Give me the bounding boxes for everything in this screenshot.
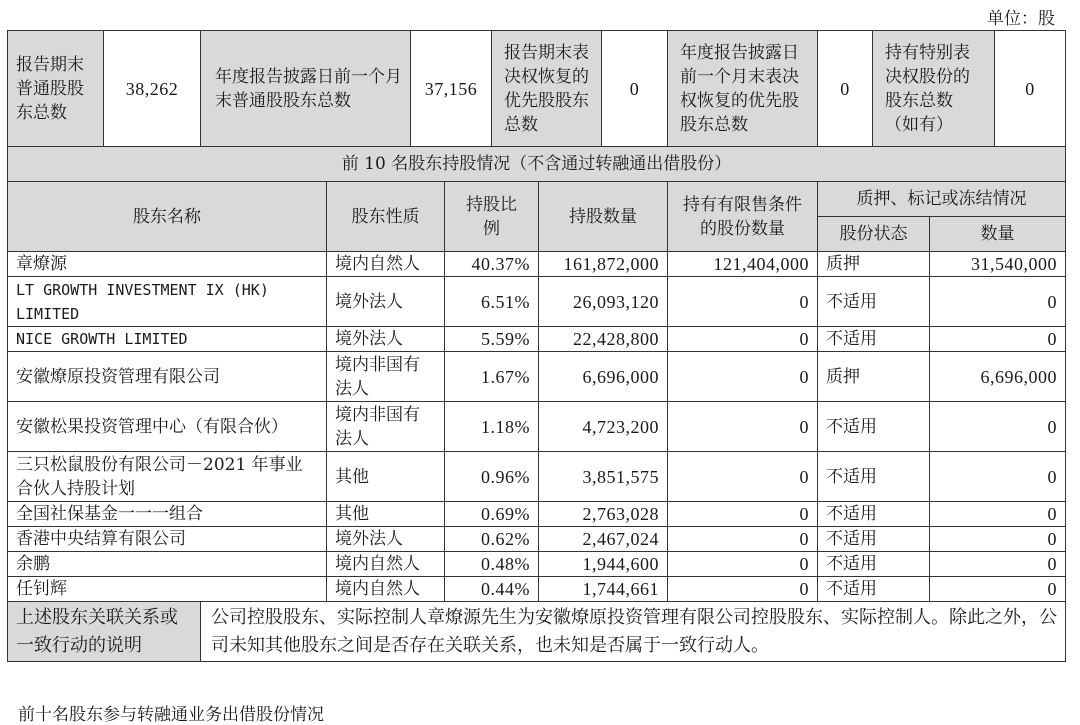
restricted-shares: 0 [668,402,818,452]
share-count: 26,093,120 [539,277,668,327]
header-ratio: 持股比例 [445,182,539,252]
summary-value-special-voting: 0 [995,31,1066,147]
share-count: 3,851,575 [539,452,668,502]
share-count: 1,944,600 [539,552,668,577]
summary-label-prev-month-preferred: 年度报告披露日前一个月末表决权恢复的优先股股东总数 [668,31,818,147]
header-name: 股东名称 [8,182,327,252]
share-count: 4,723,200 [539,402,668,452]
table-row [8,277,1066,327]
summary-label-common-holders: 报告期末普通股股东总数 [8,31,104,147]
holding-ratio: 1.67% [445,352,539,402]
summary-label-preferred-holders: 报告期末表决权恢复的优先股股东总数 [492,31,602,147]
table-row [8,352,1066,402]
header-row-1 [8,182,1066,217]
restricted-shares: 0 [668,352,818,402]
shareholder-name: 安徽燎原投资管理有限公司 [8,352,327,402]
shareholder-name: 章燎源 [8,252,327,277]
shareholder-name: 全国社保基金一一一组合 [8,502,327,527]
pledge-quantity: 0 [930,552,1066,577]
restricted-shares: 0 [668,452,818,502]
table-row [8,527,1066,552]
shareholder-name: NICE GROWTH LIMITED [8,327,327,352]
restricted-shares: 0 [668,327,818,352]
table-row [8,252,1066,277]
header-shares: 持股数量 [539,182,668,252]
holding-ratio: 0.96% [445,452,539,502]
shareholder-nature: 境内非国有法人 [327,352,445,402]
share-count: 22,428,800 [539,327,668,352]
share-count: 161,872,000 [539,252,668,277]
holding-ratio: 6.51% [445,277,539,327]
restricted-shares: 0 [668,277,818,327]
pledge-status: 不适用 [818,502,930,527]
footer-section-title: 前十名股东参与转融通业务出借股份情况 [18,705,324,725]
share-count: 1,744,661 [539,577,668,602]
shareholder-nature: 境内非国有法人 [327,402,445,452]
pledge-quantity: 0 [930,402,1066,452]
shareholder-nature: 境内自然人 [327,252,445,277]
shareholder-name: 安徽松果投资管理中心（有限合伙） [8,402,327,452]
pledge-status: 不适用 [818,552,930,577]
summary-label-prev-month-holders: 年度报告披露日前一个月末普通股股东总数 [201,31,411,147]
shareholder-name: 香港中央结算有限公司 [8,527,327,552]
header-pledge-status: 股份状态 [818,217,930,252]
table-row [8,402,1066,452]
shareholder-name: LT GROWTH INVESTMENT IX (HK) LIMITED [8,277,327,327]
restricted-shares: 0 [668,527,818,552]
shareholder-nature: 其他 [327,452,445,502]
pledge-status: 不适用 [818,577,930,602]
shareholder-nature: 境内自然人 [327,577,445,602]
header-pledge-group: 质押、标记或冻结情况 [818,182,1066,217]
share-count: 6,696,000 [539,352,668,402]
restricted-shares: 0 [668,552,818,577]
pledge-quantity: 0 [930,577,1066,602]
pledge-quantity: 0 [930,327,1066,352]
shareholder-nature: 境外法人 [327,327,445,352]
summary-value-prev-month-holders: 37,156 [411,31,492,147]
share-count: 2,763,028 [539,502,668,527]
pledge-status: 质押 [818,252,930,277]
shareholder-name: 三只松鼠股份有限公司－2021 年事业合伙人持股计划 [8,452,327,502]
shareholder-table [7,30,1066,662]
holding-ratio: 0.44% [445,577,539,602]
shareholder-nature: 境外法人 [327,277,445,327]
pledge-status: 不适用 [818,527,930,552]
holding-ratio: 1.18% [445,402,539,452]
unit-label: 单位：股 [987,9,1055,29]
header-restricted: 持有有限售条件的股份数量 [668,182,818,252]
relation-row [8,602,1066,662]
summary-row [8,31,1066,147]
table-row [8,452,1066,502]
pledge-status: 不适用 [818,402,930,452]
top10-title-row [8,147,1066,182]
holding-ratio: 0.62% [445,527,539,552]
pledge-quantity: 6,696,000 [930,352,1066,402]
shareholder-name: 余鹏 [8,552,327,577]
header-pledge-qty: 数量 [930,217,1066,252]
pledge-quantity: 0 [930,502,1066,527]
pledge-status: 不适用 [818,277,930,327]
table-row [8,552,1066,577]
pledge-quantity: 0 [930,527,1066,552]
shareholder-name: 任钊辉 [8,577,327,602]
restricted-shares: 0 [668,577,818,602]
relation-label: 上述股东关联关系或一致行动的说明 [8,602,201,662]
pledge-quantity: 31,540,000 [930,252,1066,277]
pledge-quantity: 0 [930,452,1066,502]
holding-ratio: 5.59% [445,327,539,352]
pledge-status: 不适用 [818,327,930,352]
share-count: 2,467,024 [539,527,668,552]
top10-title: 前 10 名股东持股情况（不含通过转融通出借股份） [8,147,1066,182]
holding-ratio: 0.48% [445,552,539,577]
restricted-shares: 121,404,000 [668,252,818,277]
holding-ratio: 40.37% [445,252,539,277]
pledge-quantity: 0 [930,277,1066,327]
restricted-shares: 0 [668,502,818,527]
summary-label-special-voting: 持有特别表决权股份的股东总数（如有） [873,31,995,147]
summary-value-common-holders: 38,262 [104,31,201,147]
header-nature: 股东性质 [327,182,445,252]
shareholder-nature: 境内自然人 [327,552,445,577]
pledge-status: 不适用 [818,452,930,502]
table-row [8,502,1066,527]
pledge-status: 质押 [818,352,930,402]
summary-value-preferred-holders: 0 [602,31,668,147]
shareholder-nature: 境外法人 [327,527,445,552]
relation-text: 公司控股股东、实际控制人章燎源先生为安徽燎原投资管理有限公司控股股东、实际控制人。除此之外，公司未知其他股东之间是否存在关联关系，也未知是否属于一致行动人。 [201,602,1066,662]
shareholder-nature: 其他 [327,502,445,527]
summary-value-prev-month-preferred: 0 [818,31,873,147]
holding-ratio: 0.69% [445,502,539,527]
table-row [8,327,1066,352]
table-row [8,577,1066,602]
